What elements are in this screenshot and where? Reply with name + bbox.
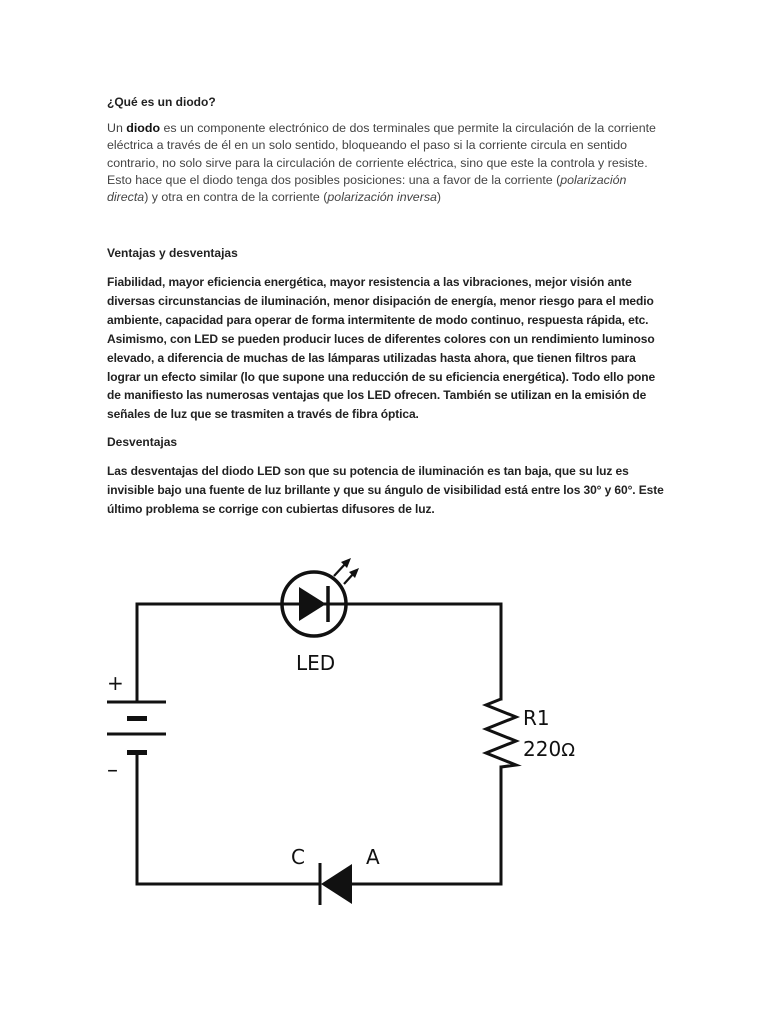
resistor-zigzag: [486, 699, 516, 767]
led-label: LED: [296, 651, 336, 675]
italic-term-polarizacion-inversa: polarización inversa: [327, 190, 437, 205]
cathode-label: C: [291, 845, 305, 869]
led-circuit-diagram: [0, 540, 768, 920]
italic-term-polarizacion-directa: polarización directa: [107, 172, 627, 205]
led-symbol: [282, 558, 359, 636]
resistor-value-label: 220Ω: [523, 737, 575, 761]
text-fragment: es un componente electrónico de dos terminales que permite la circulación de la corriente eléctrica a través de él en un solo sentido, bloqueando el paso si la corriente circula en sentido contrario, no solo sirve para la circulación de corriente eléctrica, sino que este la controla y resiste. Esto hace que el diodo tenga dos posibles posiciones: una a favor de la corriente (: [107, 121, 656, 187]
ohm-symbol: Ω: [561, 740, 575, 761]
heading-desventajas: Desventajas: [107, 435, 178, 449]
bold-term-diodo: diodo: [126, 121, 161, 135]
anode-label: A: [366, 845, 380, 869]
resistor-name-label: R1: [523, 706, 550, 730]
paragraph-desventajas: Las desventajas del diodo LED son que su potencia de iluminación es tan baja, que su luz es invisible bajo una fuente de luz brillante y que su ángulo de visibilidad está entre los 30° y 60°. Este último problema se corrige con cubiertas difusores de luz.: [107, 464, 664, 516]
heading-que-es-un-diodo: ¿Qué es un diodo?: [107, 95, 216, 109]
paragraph-diodo-definition: [107, 120, 667, 206]
battery-plus-sign: +: [107, 671, 124, 695]
text-fragment: Un: [107, 121, 127, 135]
paragraph-ventajas: Fiabilidad, mayor eficiencia energética, mayor resistencia a las vibraciones, mejor visión ante diversas circunstancias de iluminación, menor disipación de energía, menor riesgo para el medio ambiente, capacidad para operar de forma intermitente de modo continuo, respuesta rápida, etc. Asimismo, con LED se pueden producir luces de diferentes colores con un rendimiento luminoso elevado, a diferencia de muchas de las lámparas utilizadas hasta ahora, que tienen filtros para lograr un efecto similar (lo que supone una reducción de su eficiencia energética). Todo ello pone de manifiesto las numerosas ventajas que los LED ofrecen. También se utilizan en la emisión de señales de luz que se trasmiten a través de fibra óptica.: [107, 275, 656, 422]
text-fragment: ): [436, 190, 442, 205]
text-fragment: ) y otra en contra de la corriente (: [144, 190, 328, 205]
heading-ventajas-y-desventajas: Ventajas y desventajas: [107, 246, 238, 260]
battery-minus-sign: –: [107, 758, 118, 783]
battery-symbol: [107, 702, 166, 755]
diode-symbol: [320, 863, 352, 905]
